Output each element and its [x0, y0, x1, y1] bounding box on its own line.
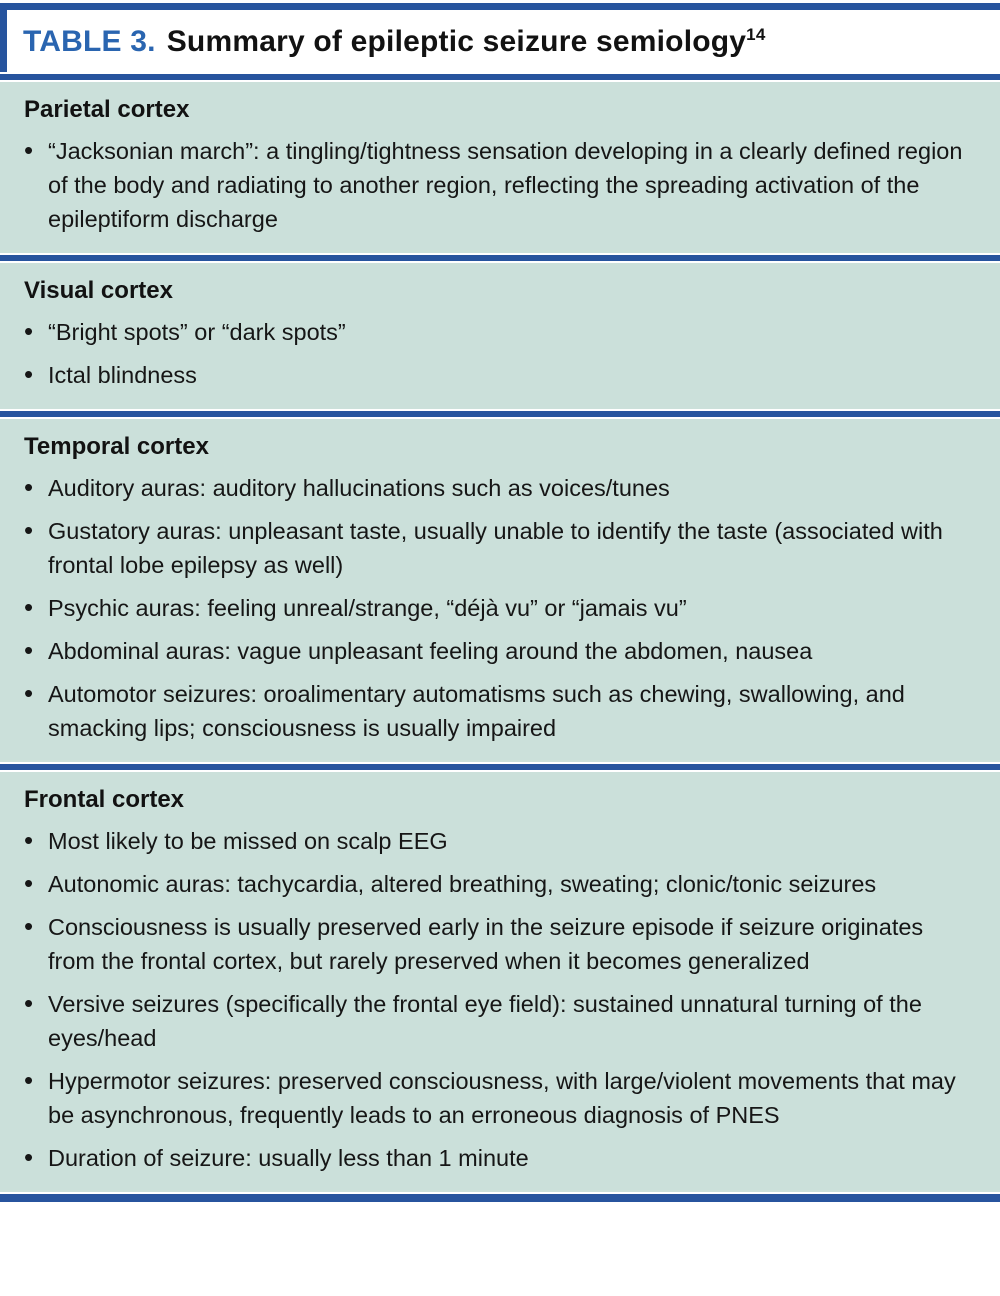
- bullet-item: • Hypermotor seizures: preserved consciousness, with large/violent movements that may be asynchronous, frequently leads to an erroneous diagnosis of PNES: [24, 1064, 974, 1132]
- section-divider: [0, 762, 1000, 772]
- section-temporal-cortex: [0, 419, 1000, 762]
- section-frontal-cortex: [0, 772, 1000, 1192]
- table-caption-text: Summary of epileptic seizure semiology: [166, 25, 747, 58]
- bullet-item: • Psychic auras: feeling unreal/strange, “déjà vu” or “jamais vu”: [24, 591, 974, 625]
- bullet-list: [24, 471, 974, 745]
- section-heading: Visual cortex: [24, 277, 173, 304]
- bullet-item: • Duration of seizure: usually less than 1 minute: [24, 1141, 974, 1175]
- section-divider: [0, 253, 1000, 263]
- bullet-item: • “Jacksonian march”: a tingling/tightness sensation developing in a clearly defined region of the body and radiating to another region, reflecting the spreading activation of the epileptiform discharge: [24, 134, 974, 236]
- table-title-row: [0, 10, 1000, 72]
- bottom-border: [0, 1192, 1000, 1202]
- bullet-list: [24, 824, 974, 1175]
- bullet-item: • Auditory auras: auditory hallucinations such as voices/tunes: [24, 471, 974, 505]
- bullet-item: • Consciousness is usually preserved early in the seizure episode if seizure originates from the frontal cortex, but rarely preserved when it becomes generalized: [24, 910, 974, 978]
- bullet-list: [24, 134, 974, 236]
- section-visual-cortex: [0, 263, 1000, 409]
- bullet-list: [24, 315, 974, 392]
- bullet-item: • Abdominal auras: vague unpleasant feeling around the abdomen, nausea: [24, 634, 974, 668]
- bullet-item: • Gustatory auras: unpleasant taste, usually unable to identify the taste (associated with frontal lobe epilepsy as well): [24, 514, 974, 582]
- top-border: [0, 3, 1000, 10]
- table-number: TABLE 3.: [23, 25, 156, 58]
- section-divider: [0, 409, 1000, 419]
- section-parietal-cortex: [0, 82, 1000, 253]
- table-body: [0, 72, 1000, 1202]
- reference-superscript: 14: [746, 25, 766, 44]
- section-heading: Parietal cortex: [24, 96, 190, 123]
- section-divider: [0, 72, 1000, 82]
- bullet-item: • Automotor seizures: oroalimentary automatisms such as chewing, swallowing, and smacking lips; consciousness is usually impaired: [24, 677, 974, 745]
- section-heading: Frontal cortex: [24, 786, 185, 813]
- bullet-item: • Ictal blindness: [24, 358, 974, 392]
- bottom-margin: [0, 1202, 1000, 1216]
- section-heading: Temporal cortex: [24, 433, 209, 460]
- table-figure: [0, 3, 1000, 1296]
- bullet-item: • “Bright spots” or “dark spots”: [24, 315, 974, 349]
- bullet-item: • Most likely to be missed on scalp EEG: [24, 824, 974, 858]
- table-caption: [167, 25, 766, 59]
- bullet-item: • Versive seizures (specifically the frontal eye field): sustained unnatural turning of the eyes/head: [24, 987, 974, 1055]
- bullet-item: • Autonomic auras: tachycardia, altered breathing, sweating; clonic/tonic seizures: [24, 867, 974, 901]
